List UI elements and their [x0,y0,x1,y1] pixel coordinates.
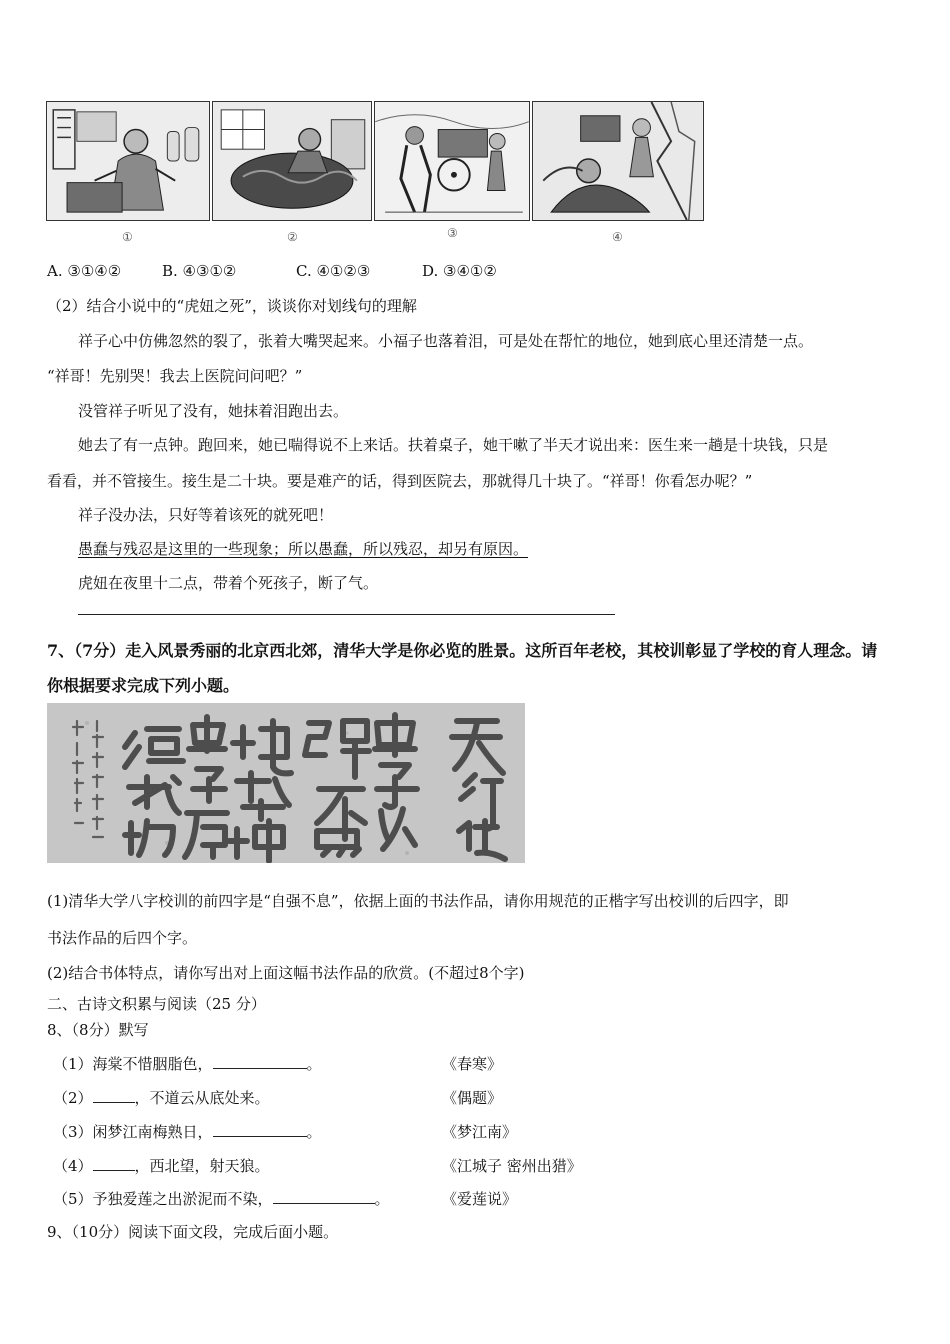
underlined-sentence: 愚蠢与残忍是这里的一些现象；所以愚蠢，所以残忍，却另有原因。 [78,540,529,558]
passage-line: 祥子没办法，只好等着该死的就死吧！ [78,506,334,524]
recitation-item-text: （1）海棠不惜胭脂色， [53,1055,213,1073]
comic-panel-3-illustration [375,102,529,220]
passage-line: 虎妞在夜里十二点，带着个死孩子，断了气。 [78,574,379,592]
fill-in-blank[interactable] [93,1088,135,1103]
option-a: A. ③①④② [47,262,122,280]
recitation-item [53,1087,270,1108]
recitation-item-text-end: ，西北望，射天狼。 [134,1157,270,1175]
option-d: D. ③④①② [422,262,497,280]
question-6-2-prompt: （2）结合小说中的“虎妞之死”，谈谈你对划线句的理解 [47,297,417,315]
comic-strip [46,101,704,223]
panel-label-4: ④ [612,230,623,244]
recitation-source: 《梦江南》 [442,1123,518,1141]
passage-line: 看看，并不管接生。接生是二十块。要是难产的话，得到医院去，那就得几十块了。“祥哥！你看怎办呢？” [47,472,753,490]
question-7-intro-cont: 你根据要求完成下列小题。 [47,676,240,695]
recitation-item [53,1155,270,1176]
answer-line [78,614,615,615]
recitation-item-text-end: 。 [374,1190,390,1208]
fill-in-blank[interactable] [273,1189,375,1204]
fill-in-blank[interactable] [93,1156,135,1171]
option-b: B. ④③①② [162,262,237,280]
recitation-source: 《春寒》 [442,1055,503,1073]
recitation-item [53,1188,390,1209]
passage-line: “祥哥！先别哭！我去上医院问问吧？” [47,367,303,385]
passage-line: 没管祥子听见了没有，她抹着泪跑出去。 [78,402,349,420]
panel-label-2: ② [287,230,298,244]
recitation-item-text: （3）闲梦江南梅熟日， [53,1123,213,1141]
passage-line: 她去了有一点钟。跑回来，她已喘得说不上来话。扶着桌子，她干嗽了半天才说出来：医生来一趟是十块钱，只是 [78,436,829,454]
recitation-source: 《江城子 密州出猎》 [442,1157,582,1175]
question-8-title: 8、（8分）默写 [47,1021,149,1039]
fill-in-blank[interactable] [213,1054,307,1069]
comic-panel-1 [46,101,210,221]
question-9: 9、（10分）阅读下面文段，完成后面小题。 [47,1223,339,1241]
option-c: C. ④①②③ [296,262,371,280]
recitation-item-text: （4） [53,1157,93,1175]
question-7-intro: 7、（7分）走入风景秀丽的北京西北郊，清华大学是你必览的胜景。这所百年老校，其校训彰显了学校的育人理念。请 [47,641,878,660]
passage-line: 祥子心中仿佛忽然的裂了，张着大嘴哭起来。小福子也落着泪，可是处在帮忙的地位，她到底心里还清楚一点。 [78,332,814,350]
panel-label-1: ① [122,230,133,244]
question-7-1: (1)清华大学八字校训的前四字是“自强不息”，依据上面的书法作品，请你用规范的正楷字写出校训的后四字，即 [47,892,789,910]
panel-label-3: ③ [447,226,458,240]
question-7-1-cont: 书法作品的后四个字。 [47,929,198,947]
section-2-heading: 二、古诗文积累与阅读（25 分） [47,995,266,1013]
recitation-item [53,1121,322,1142]
question-7-2: (2)结合书体特点，请你写出对上面这幅书法作品的欣赏。(不超过8个字) [47,964,525,982]
comic-panel-4 [532,101,704,221]
recitation-item-text-end: 。 [306,1123,322,1141]
recitation-item-text-end: ，不道云从底处来。 [134,1089,270,1107]
recitation-item [53,1053,322,1074]
recitation-item-text-end: 。 [306,1055,322,1073]
recitation-source: 《爱莲说》 [442,1190,518,1208]
calligraphy-illustration [47,703,525,863]
comic-panel-3 [374,101,530,221]
recitation-item-text: （5）予独爱莲之出淤泥而不染， [53,1190,273,1208]
comic-panel-4-illustration [533,102,703,220]
recitation-item-text: （2） [53,1089,93,1107]
calligraphy-artwork [47,703,525,863]
comic-panel-2-illustration [213,102,371,220]
fill-in-blank[interactable] [213,1122,307,1137]
comic-panel-1-illustration [47,102,209,220]
comic-panel-2 [212,101,372,221]
recitation-source: 《偶题》 [442,1089,503,1107]
